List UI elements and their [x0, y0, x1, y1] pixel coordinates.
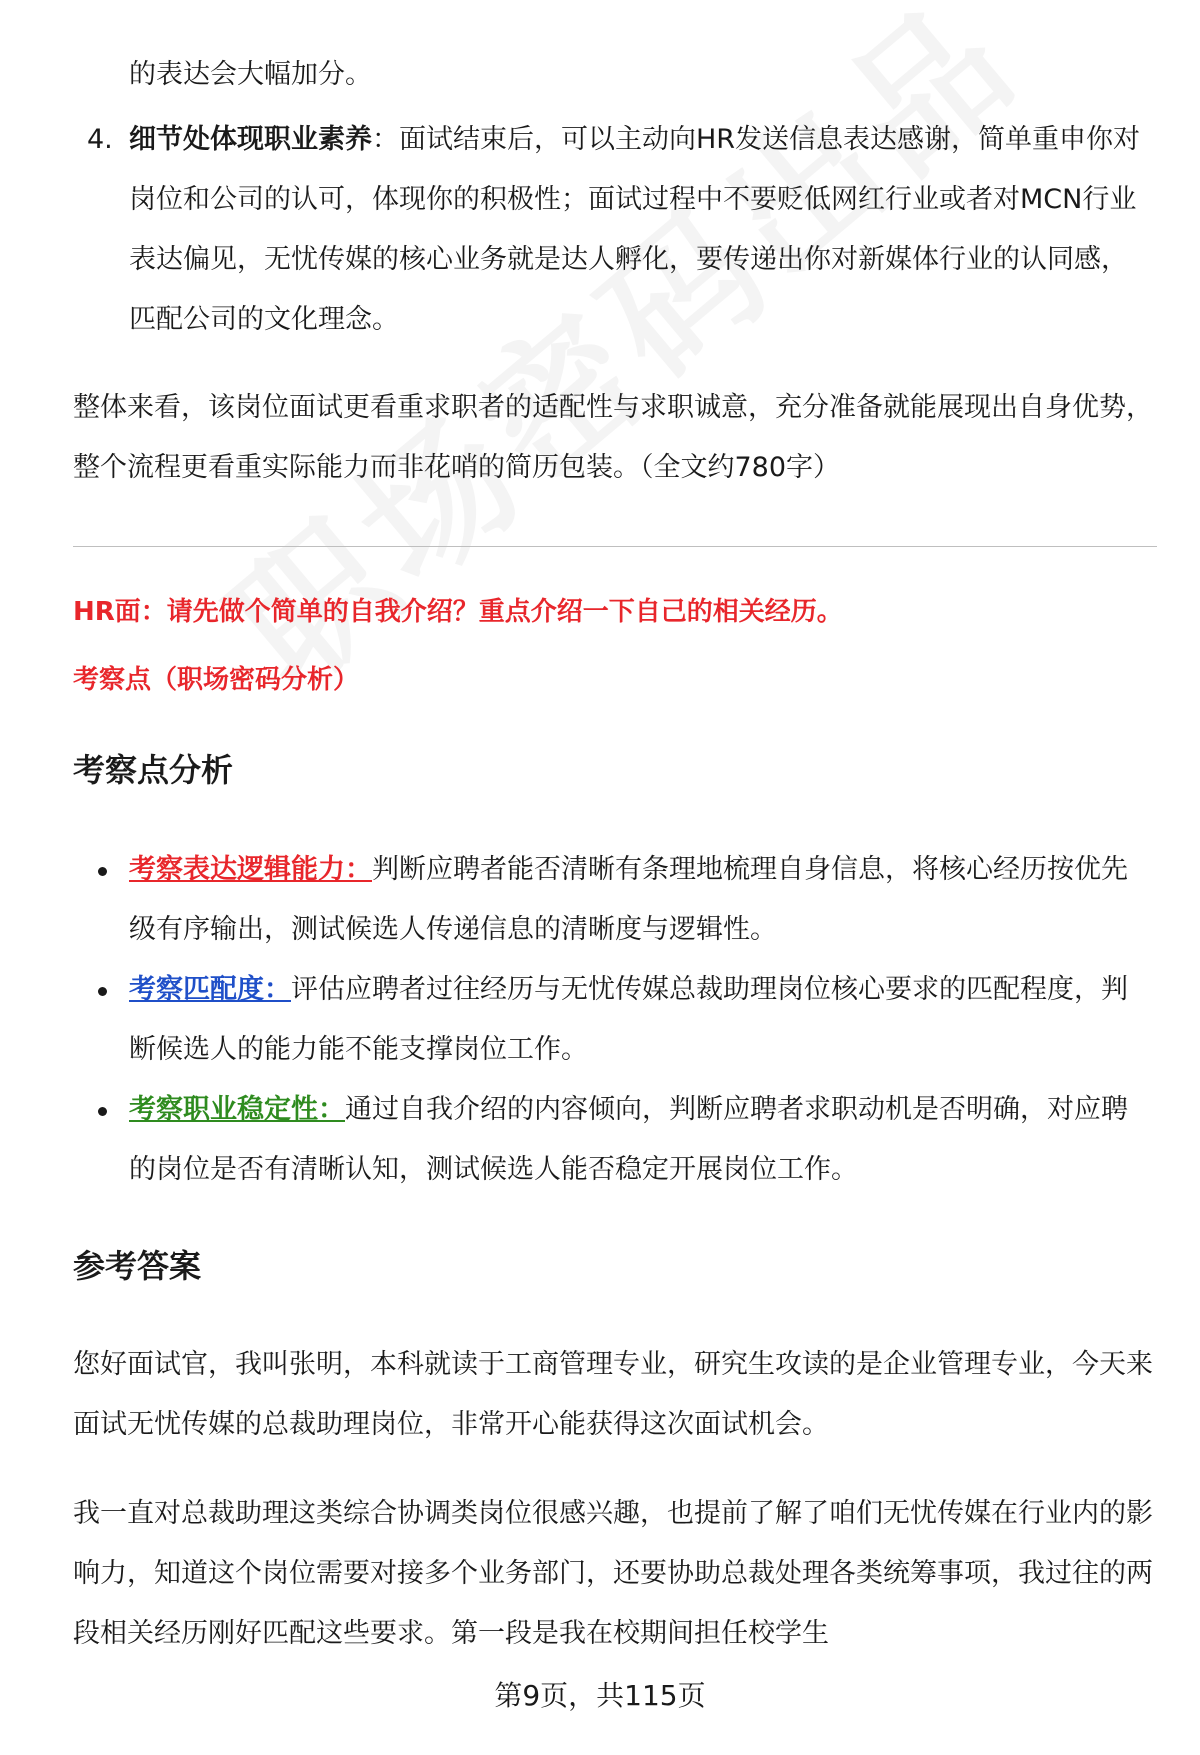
divider — [73, 546, 1157, 547]
list-item-title: 细节处体现职业素养 — [129, 124, 372, 155]
bullet-keyword: 考察表达逻辑能力： — [129, 854, 372, 885]
bullet-text: 判断应聘者能否清晰有条理地梳理自身信息，将核心经历按优先级有序输出，测试候选人传递信息的清晰度与逻辑性。 — [129, 854, 1128, 945]
list-item-body — [129, 110, 1153, 350]
continuation-text: 的表达会大幅加分。 — [129, 59, 372, 90]
bullet-dot — [98, 867, 107, 876]
bullet-text: 评估应聘者过往经历与无忧传媒总裁助理岗位核心要求的匹配程度，判断候选人的能力能不能支撑岗位工作。 — [129, 974, 1128, 1065]
question-heading: HR面：请先做个简单的自我介绍？重点介绍一下自己的相关经历。 — [73, 597, 843, 627]
analysis-heading: 考察点分析 — [73, 751, 234, 789]
answer-heading: 参考答案 — [73, 1247, 202, 1285]
bullet-keyword: 考察匹配度： — [129, 974, 291, 1005]
exam-point-heading: 考察点（职场密码分析） — [73, 665, 360, 695]
page-footer: 第9页，共115页 — [494, 1679, 706, 1712]
list-item-text: ：面试结束后，可以主动向HR发送信息表达感谢，简单重申你对岗位和公司的认可，体现你的积极性；面试过程中不要贬低网红行业或者对MCN行业表达偏见，无忧传媒的核心业务就是达人孵化，要传递出你对新媒体行业的认同感，匹配公司的文化理念。 — [129, 124, 1141, 335]
list-item — [73, 960, 1153, 1080]
bullet-dot — [98, 1107, 107, 1116]
answer-paragraph: 我一直对总裁助理这类综合协调类岗位很感兴趣，也提前了解了咱们无忧传媒在行业内的影响力，知道这个岗位需要对接多个业务部门，还要协助总裁处理各类统筹事项，我过往的两段相关经历刚好匹配这些要求。第一段是我在校期间担任校学生 — [73, 1498, 1153, 1649]
bullet-text: 通过自我介绍的内容倾向，判断应聘者求职动机是否明确，对应聘的岗位是否有清晰认知，测试候选人能否稳定开展岗位工作。 — [129, 1094, 1128, 1185]
summary-paragraph: 整体来看，该岗位面试更看重求职者的适配性与求职诚意，充分准备就能展现出自身优势，整个流程更看重实际能力而非花哨的简历包装。（全文约780字） — [73, 392, 1153, 483]
bullet-dot — [98, 987, 107, 996]
bullet-keyword: 考察职业稳定性： — [129, 1094, 345, 1125]
list-item — [73, 110, 1153, 350]
analysis-list — [73, 840, 1153, 1200]
list-item — [73, 1080, 1153, 1200]
list-item — [73, 840, 1153, 960]
list-number: 4. — [87, 124, 113, 155]
answer-paragraph: 您好面试官，我叫张明，本科就读于工商管理专业，研究生攻读的是企业管理专业，今天来面试无忧传媒的总裁助理岗位，非常开心能获得这次面试机会。 — [73, 1349, 1153, 1440]
